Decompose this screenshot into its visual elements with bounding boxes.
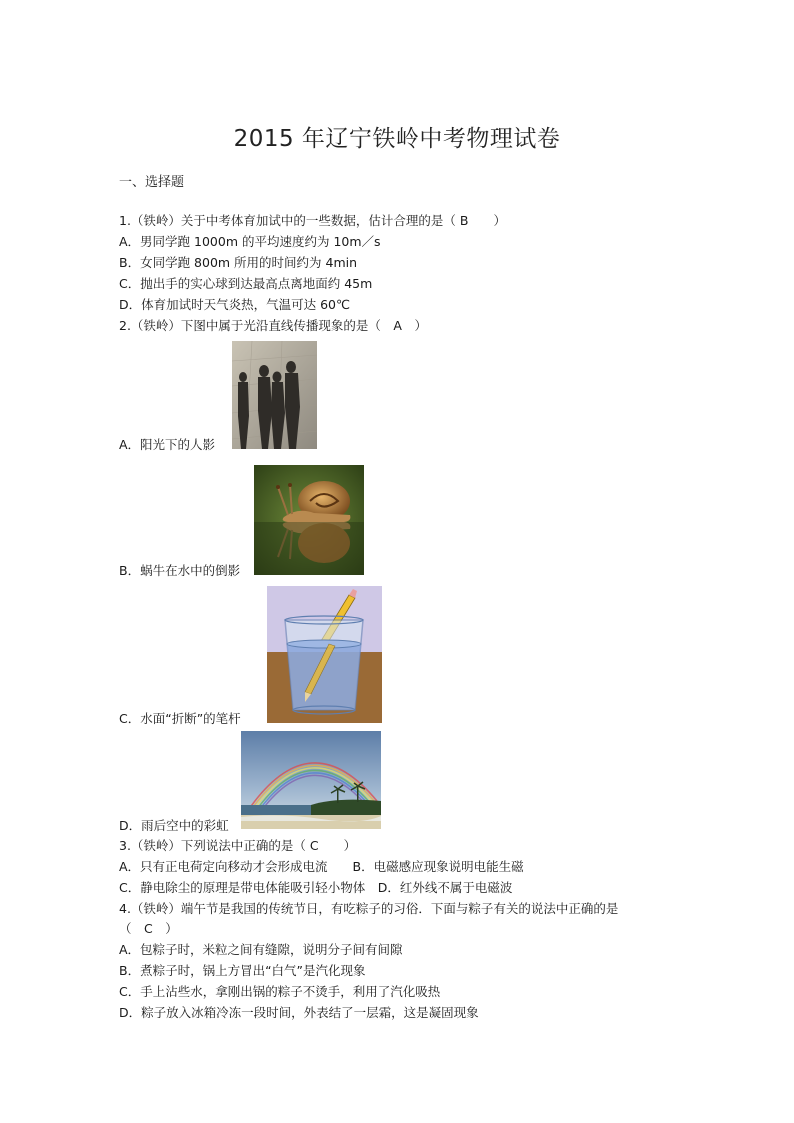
question-1-stem: 1.（铁岭）关于中考体育加试中的一些数据，估计合理的是（ B ） [119,213,506,228]
snail-reflection-photo [254,465,364,575]
question-3-stem: 3.（铁岭）下列说法中正确的是（ C ） [119,838,357,853]
question-2-option-d: D．雨后空中的彩虹 [119,818,229,833]
pencil-in-glass-image [267,586,382,723]
question-3-options-row-2: C．静电除尘的原理是带电体能吸引轻小物体 D．红外线不属于电磁波 [119,880,513,895]
question-4-option-d: D．粽子放入冰箱冷冻一段时间，外表结了一层霜，这是凝固现象 [119,1005,479,1020]
shadows-photo [232,341,317,449]
question-1-option-a: A．男同学跑 1000m 的平均速度约为 10m／s [119,234,381,249]
rainbow-photo [241,731,381,829]
question-2-stem: 2.（铁岭）下图中属于光沿直线传播现象的是（ A ） [119,318,427,333]
question-4-answer: （ C ） [119,921,178,936]
question-4-option-c: C．手上沾些水，拿刚出锅的粽子不烫手，利用了汽化吸热 [119,984,441,999]
question-3-options-row-1: A．只有正电荷定向移动才会形成电流 B．电磁感应现象说明电能生磁 [119,859,524,874]
section-heading: 一、选择题 [119,175,185,190]
question-4-option-a: A．包粽子时，米粒之间有缝隙，说明分子间有间隙 [119,942,403,957]
question-1-option-b: B．女同学跑 800m 所用的时间约为 4min [119,255,358,270]
question-4-option-b: B．煮粽子时，锅上方冒出“白气”是汽化现象 [119,963,366,978]
question-1-option-d: D．体育加试时天气炎热，气温可达 60℃ [119,297,351,312]
question-2-option-a: A．阳光下的人影 [119,437,216,452]
question-2-option-b: B．蜗牛在水中的倒影 [119,563,241,578]
question-2-option-c: C．水面“折断”的笔杆 [119,711,241,726]
question-1-option-c: C．抛出手的实心球到达最高点离地面约 45m [119,276,373,291]
page-title: 2015 年辽宁铁岭中考物理试卷 [233,126,561,152]
question-4-stem: 4.（铁岭）端午节是我国的传统节日，有吃粽子的习俗．下面与粽子有关的说法中正确的是 [119,901,619,916]
